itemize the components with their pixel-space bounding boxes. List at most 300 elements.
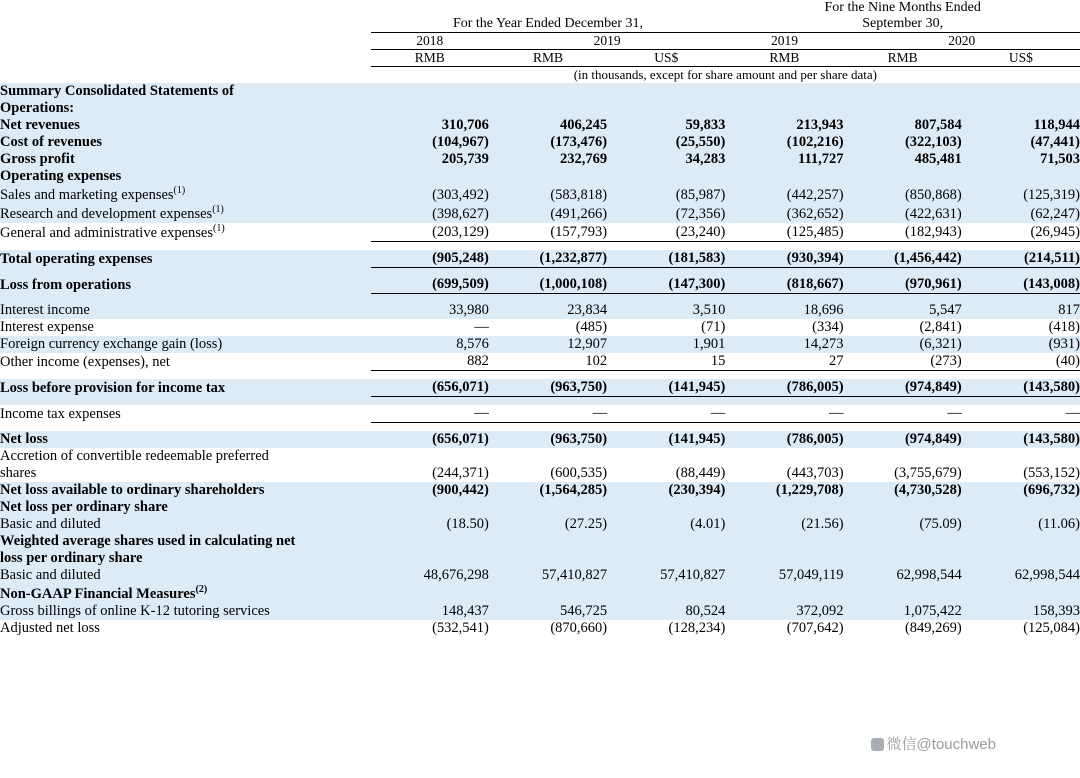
header-year-row	[0, 33, 1080, 50]
row-value: (442,257)	[786, 187, 844, 204]
table-body	[0, 83, 1080, 637]
row-value: (583,818)	[550, 187, 608, 204]
row-value	[962, 533, 1080, 550]
row-value: —	[962, 405, 1080, 423]
spacer-cell	[725, 423, 843, 432]
table-row	[0, 134, 1080, 151]
row-value	[844, 448, 962, 465]
table-row	[0, 223, 1080, 242]
row-value	[489, 499, 607, 516]
row-value: (491,266)	[550, 205, 608, 222]
row-value	[371, 533, 489, 550]
row-value: (102,216)	[786, 134, 844, 151]
row-value: (1,564,285)	[539, 482, 608, 499]
row-value: 205,739	[441, 151, 489, 168]
row-value: 62,998,544	[1014, 567, 1080, 584]
header-year-2018: 2018	[416, 33, 444, 49]
row-label: Interest income	[0, 302, 90, 319]
row-value	[844, 499, 962, 516]
row-value: (1,232,877)	[489, 250, 607, 268]
row-value: (141,945)	[668, 431, 726, 448]
row-value: —	[489, 405, 607, 423]
spacer-cell	[962, 397, 1080, 406]
spacer-cell	[0, 294, 371, 303]
row-value: 14,273	[803, 336, 844, 353]
spacer-cell	[725, 242, 843, 251]
row-value	[844, 533, 962, 550]
header-year-2019-nine: 2019	[770, 33, 798, 49]
row-value: 158,393	[1032, 603, 1080, 619]
row-value	[371, 83, 489, 100]
table-row	[0, 204, 1080, 223]
row-value: (25,550)	[675, 134, 726, 151]
row-value: (786,005)	[725, 379, 843, 397]
row-value	[489, 100, 607, 117]
row-value: (656,071)	[432, 431, 489, 448]
row-value	[489, 448, 607, 465]
row-value	[725, 100, 843, 117]
row-label: loss per ordinary share	[0, 550, 143, 567]
footnote-marker: (1)	[173, 185, 186, 197]
table-row	[0, 250, 1080, 268]
table-row	[0, 151, 1080, 168]
table-row	[0, 448, 1080, 465]
row-value: (125,084)	[1023, 620, 1080, 636]
row-label: General and administrative expenses$^{(1)}$	[0, 222, 225, 241]
spacer-cell	[962, 294, 1080, 303]
row-value: 3,510	[692, 302, 726, 319]
spacer-cell	[489, 242, 607, 251]
table-row	[0, 117, 1080, 134]
watermark-text: 微信@touchweb	[886, 736, 996, 753]
row-spacer	[0, 397, 1080, 406]
row-spacer	[0, 423, 1080, 432]
spacer-cell	[371, 397, 489, 406]
row-label: Foreign currency exchange gain (loss)	[0, 336, 223, 353]
row-value	[725, 533, 843, 550]
row-value	[607, 584, 725, 603]
spacer-cell	[725, 371, 843, 380]
row-value: (27.25)	[564, 516, 608, 533]
row-value: 148,437	[441, 603, 489, 619]
row-value: (214,511)	[962, 250, 1080, 268]
row-spacer	[0, 242, 1080, 251]
row-value: (173,476)	[550, 134, 608, 151]
row-value: 48,676,298	[423, 567, 489, 584]
row-value	[607, 168, 725, 185]
row-value	[725, 584, 843, 603]
row-value: 232,769	[559, 151, 608, 168]
footnote-marker: (1)	[212, 204, 224, 216]
table-row	[0, 584, 1080, 603]
row-value	[844, 100, 962, 117]
header-currency-5: RMB	[887, 50, 918, 66]
row-value: (143,580)	[1023, 431, 1080, 448]
table-row	[0, 405, 1080, 423]
spacer-cell	[962, 423, 1080, 432]
header-currency-1: RMB	[414, 50, 445, 66]
row-label: Total operating expenses	[0, 250, 153, 267]
row-value: (422,631)	[904, 205, 962, 222]
watermark-icon	[871, 738, 884, 751]
header-year-blank	[0, 33, 371, 50]
row-value: (6,321)	[919, 336, 962, 353]
row-value: 23,834	[567, 302, 608, 319]
spacer-cell	[0, 397, 371, 406]
spacer-cell	[607, 268, 725, 277]
row-label: Weighted average shares used in calculating net	[0, 533, 296, 550]
row-value: 485,481	[914, 151, 962, 168]
spacer-cell	[371, 268, 489, 277]
spacer-cell	[725, 268, 843, 277]
row-value: 62,998,544	[896, 567, 962, 584]
header-currency-6: US$	[1008, 50, 1033, 66]
row-value: (4,730,528)	[894, 482, 962, 499]
spacer-cell	[489, 397, 607, 406]
row-value: (203,129)	[371, 223, 489, 242]
table-row	[0, 499, 1080, 516]
row-value: (182,943)	[844, 223, 962, 242]
row-value: (485)	[575, 319, 608, 336]
row-value: (443,703)	[786, 465, 844, 482]
row-value: (143,008)	[962, 276, 1080, 294]
row-value: (322,103)	[904, 134, 962, 151]
table-header	[0, 0, 1080, 83]
row-spacer	[0, 294, 1080, 303]
row-value: 5,547	[929, 302, 962, 319]
spacer-cell	[489, 268, 607, 277]
row-label: Net revenues	[0, 117, 80, 134]
header-blank	[0, 0, 371, 32]
spacer-cell	[607, 242, 725, 251]
row-value: (143,580)	[962, 379, 1080, 397]
row-value: (532,541)	[432, 620, 489, 636]
table-row	[0, 276, 1080, 294]
header-group-nine-line1: For the Nine Months Ended	[824, 0, 981, 15]
row-value: (303,492)	[432, 187, 489, 204]
row-value: 882	[371, 353, 489, 371]
row-value: 817	[1058, 302, 1080, 319]
header-units-note: (in thousands, except for share amount and per share data)	[573, 67, 877, 83]
row-value	[489, 584, 607, 603]
table-row	[0, 185, 1080, 204]
row-value: (128,234)	[668, 620, 726, 636]
row-value	[962, 100, 1080, 117]
footnote-marker: (2)	[195, 584, 208, 596]
spacer-cell	[0, 268, 371, 277]
row-value	[962, 448, 1080, 465]
header-currency-3: US$	[654, 50, 679, 66]
table-row	[0, 302, 1080, 319]
row-value: 80,524	[685, 603, 726, 619]
row-label: Income tax expenses	[0, 405, 121, 422]
spacer-cell	[0, 242, 371, 251]
row-label: Net loss available to ordinary shareholders	[0, 482, 265, 499]
row-label: Basic and diluted	[0, 567, 101, 584]
row-value: (870,660)	[550, 620, 608, 636]
row-label: Adjusted net loss	[0, 620, 100, 636]
row-value: —	[844, 405, 962, 423]
table-row	[0, 100, 1080, 117]
row-label: Operating expenses	[0, 168, 122, 185]
row-label: Net loss	[0, 431, 48, 448]
row-value: 33,980	[449, 302, 489, 319]
spacer-cell	[607, 397, 725, 406]
row-value	[844, 584, 962, 603]
row-value: (104,967)	[432, 134, 489, 151]
spacer-cell	[844, 268, 962, 277]
row-value: (141,945)	[607, 379, 725, 397]
row-value: 57,410,827	[541, 567, 608, 584]
table-row	[0, 533, 1080, 550]
spacer-cell	[371, 371, 489, 380]
row-value: (696,732)	[1023, 482, 1080, 499]
row-value	[489, 550, 607, 567]
row-value	[962, 584, 1080, 603]
row-value	[725, 499, 843, 516]
row-value: (3,755,679)	[894, 465, 962, 482]
row-value: (600,535)	[550, 465, 608, 482]
row-value: 102	[489, 353, 607, 371]
row-value: (181,583)	[607, 250, 725, 268]
header-year-2020: 2020	[948, 33, 976, 49]
table-row	[0, 567, 1080, 584]
row-value: (398,627)	[432, 205, 489, 222]
row-value: (900,442)	[432, 482, 489, 499]
spacer-cell	[607, 423, 725, 432]
row-value: (40)	[962, 353, 1080, 371]
row-label: Basic and diluted	[0, 516, 101, 533]
table-row	[0, 465, 1080, 482]
row-label: Non-GAAP Financial Measures$^{(2)}$	[0, 584, 208, 602]
spacer-cell	[0, 371, 371, 380]
row-value	[607, 448, 725, 465]
table-row	[0, 336, 1080, 353]
row-value	[371, 168, 489, 185]
row-value: 118,944	[1033, 117, 1080, 134]
header-group-year: For the Year Ended December 31,	[452, 16, 644, 32]
footnote-marker: (1)	[213, 222, 225, 234]
row-value: 71,503	[1040, 151, 1080, 168]
row-value	[607, 499, 725, 516]
table-row	[0, 482, 1080, 499]
spacer-cell	[489, 294, 607, 303]
row-value: 59,833	[685, 117, 726, 134]
row-label: Accretion of convertible redeemable preferred	[0, 448, 269, 465]
row-value	[725, 168, 843, 185]
row-value: 18,696	[803, 302, 844, 319]
row-value: (699,509)	[371, 276, 489, 294]
row-value: (85,987)	[675, 187, 726, 204]
row-value: 111,727	[798, 151, 844, 168]
header-group-nine-line2: September 30,	[862, 16, 944, 32]
row-label: Net loss per ordinary share	[0, 499, 168, 516]
row-value: (244,371)	[432, 465, 489, 482]
row-value: (334)	[812, 319, 844, 336]
row-value: (21.56)	[801, 516, 844, 533]
row-value: (963,750)	[489, 379, 607, 397]
row-value	[489, 533, 607, 550]
spacer-cell	[962, 268, 1080, 277]
header-group-nine-months	[725, 0, 1080, 32]
row-value: (62,247)	[1030, 205, 1080, 222]
table-row	[0, 603, 1080, 620]
table-row	[0, 516, 1080, 533]
row-value: (849,269)	[904, 620, 962, 636]
row-value	[607, 533, 725, 550]
row-value: (1,456,442)	[844, 250, 962, 268]
row-value: 8,576	[456, 336, 489, 353]
row-value	[844, 83, 962, 100]
row-value	[371, 584, 489, 603]
row-label: Summary Consolidated Statements of	[0, 83, 235, 100]
row-value: (75.09)	[919, 516, 962, 533]
row-value: (26,945)	[962, 223, 1080, 242]
row-label: Research and development expenses$^{(1)}$	[0, 204, 224, 222]
row-value: (970,961)	[844, 276, 962, 294]
row-value	[962, 168, 1080, 185]
row-value	[489, 83, 607, 100]
row-value	[725, 83, 843, 100]
table-row	[0, 550, 1080, 567]
row-value: (71)	[701, 319, 726, 336]
row-value: (273)	[844, 353, 962, 371]
row-value: (147,300)	[607, 276, 725, 294]
spacer-cell	[844, 397, 962, 406]
spacer-cell	[844, 371, 962, 380]
row-value: (418)	[1048, 319, 1080, 336]
row-value: (4.01)	[690, 516, 726, 533]
row-value: —	[725, 405, 843, 423]
spacer-cell	[725, 294, 843, 303]
table-row	[0, 353, 1080, 371]
row-value: 57,410,827	[660, 567, 726, 584]
row-value: 57,049,119	[778, 567, 844, 584]
row-label: Sales and marketing expenses$^{(1)}$	[0, 185, 186, 204]
row-value	[844, 168, 962, 185]
spacer-cell	[489, 423, 607, 432]
row-label: Interest expense	[0, 319, 94, 336]
row-value: (72,356)	[675, 205, 726, 222]
row-value	[607, 550, 725, 567]
row-label: Loss from operations	[0, 276, 132, 293]
row-value: (553,152)	[1023, 465, 1080, 482]
table-row	[0, 431, 1080, 448]
table-row	[0, 83, 1080, 100]
spacer-cell	[607, 294, 725, 303]
row-value: (818,667)	[725, 276, 843, 294]
row-label: Operations:	[0, 100, 75, 117]
spacer-cell	[962, 242, 1080, 251]
header-currency-4: RMB	[769, 50, 800, 66]
row-value: (362,652)	[786, 205, 844, 222]
row-value: (930,394)	[725, 250, 843, 268]
row-value	[607, 83, 725, 100]
row-value	[371, 100, 489, 117]
spacer-cell	[844, 294, 962, 303]
spacer-cell	[607, 371, 725, 380]
row-value: (47,441)	[1030, 134, 1080, 151]
row-value: (656,071)	[371, 379, 489, 397]
row-value: 807,584	[914, 117, 962, 134]
row-value: (1,229,708)	[775, 482, 844, 499]
row-value: (905,248)	[371, 250, 489, 268]
row-value: (850,868)	[904, 187, 962, 204]
header-currency-2: RMB	[532, 50, 563, 66]
row-value	[962, 83, 1080, 100]
row-value: (786,005)	[786, 431, 844, 448]
spacer-cell	[844, 242, 962, 251]
row-value: (23,240)	[607, 223, 725, 242]
row-spacer	[0, 371, 1080, 380]
row-value: (974,849)	[904, 431, 962, 448]
row-value: (963,750)	[550, 431, 608, 448]
row-value: (125,319)	[1023, 187, 1080, 204]
row-value	[371, 448, 489, 465]
table-row	[0, 379, 1080, 397]
row-spacer	[0, 268, 1080, 277]
row-value: (1,000,108)	[489, 276, 607, 294]
row-label: Cost of revenues	[0, 134, 103, 151]
spacer-cell	[844, 423, 962, 432]
row-value	[371, 499, 489, 516]
row-value	[607, 100, 725, 117]
row-value: —	[371, 405, 489, 423]
table-row	[0, 620, 1080, 637]
header-currency-blank	[0, 50, 371, 67]
row-value: (230,394)	[668, 482, 726, 499]
row-value	[489, 168, 607, 185]
row-value: —	[607, 405, 725, 423]
header-units-label-blank	[0, 67, 371, 84]
row-value: (88,449)	[675, 465, 726, 482]
row-value: 1,901	[692, 336, 726, 353]
row-value: 406,245	[559, 117, 608, 134]
header-currency-row	[0, 50, 1080, 67]
spacer-cell	[371, 423, 489, 432]
watermark	[871, 733, 996, 754]
row-value	[725, 550, 843, 567]
row-value: (125,485)	[725, 223, 843, 242]
row-value	[371, 550, 489, 567]
row-value: 12,907	[567, 336, 608, 353]
row-value: (18.50)	[446, 516, 489, 533]
header-year-2019: 2019	[593, 33, 621, 49]
spacer-cell	[725, 397, 843, 406]
row-value: 372,092	[796, 603, 844, 619]
row-value: 15	[607, 353, 725, 371]
row-value: (931)	[1048, 336, 1080, 353]
row-value: 310,706	[441, 117, 489, 134]
row-value	[962, 499, 1080, 516]
row-value	[844, 550, 962, 567]
spacer-cell	[489, 371, 607, 380]
spacer-cell	[371, 242, 489, 251]
spacer-cell	[962, 371, 1080, 380]
row-value: 213,943	[796, 117, 844, 134]
row-value	[962, 550, 1080, 567]
row-value: (707,642)	[786, 620, 844, 636]
row-value: —	[474, 319, 489, 336]
spacer-cell	[371, 294, 489, 303]
row-value: 34,283	[685, 151, 726, 168]
row-value: (2,841)	[919, 319, 962, 336]
table-row	[0, 319, 1080, 336]
row-value: 27	[725, 353, 843, 371]
row-label: Loss before provision for income tax	[0, 379, 226, 396]
table-row	[0, 168, 1080, 185]
row-label: Gross profit	[0, 151, 75, 168]
